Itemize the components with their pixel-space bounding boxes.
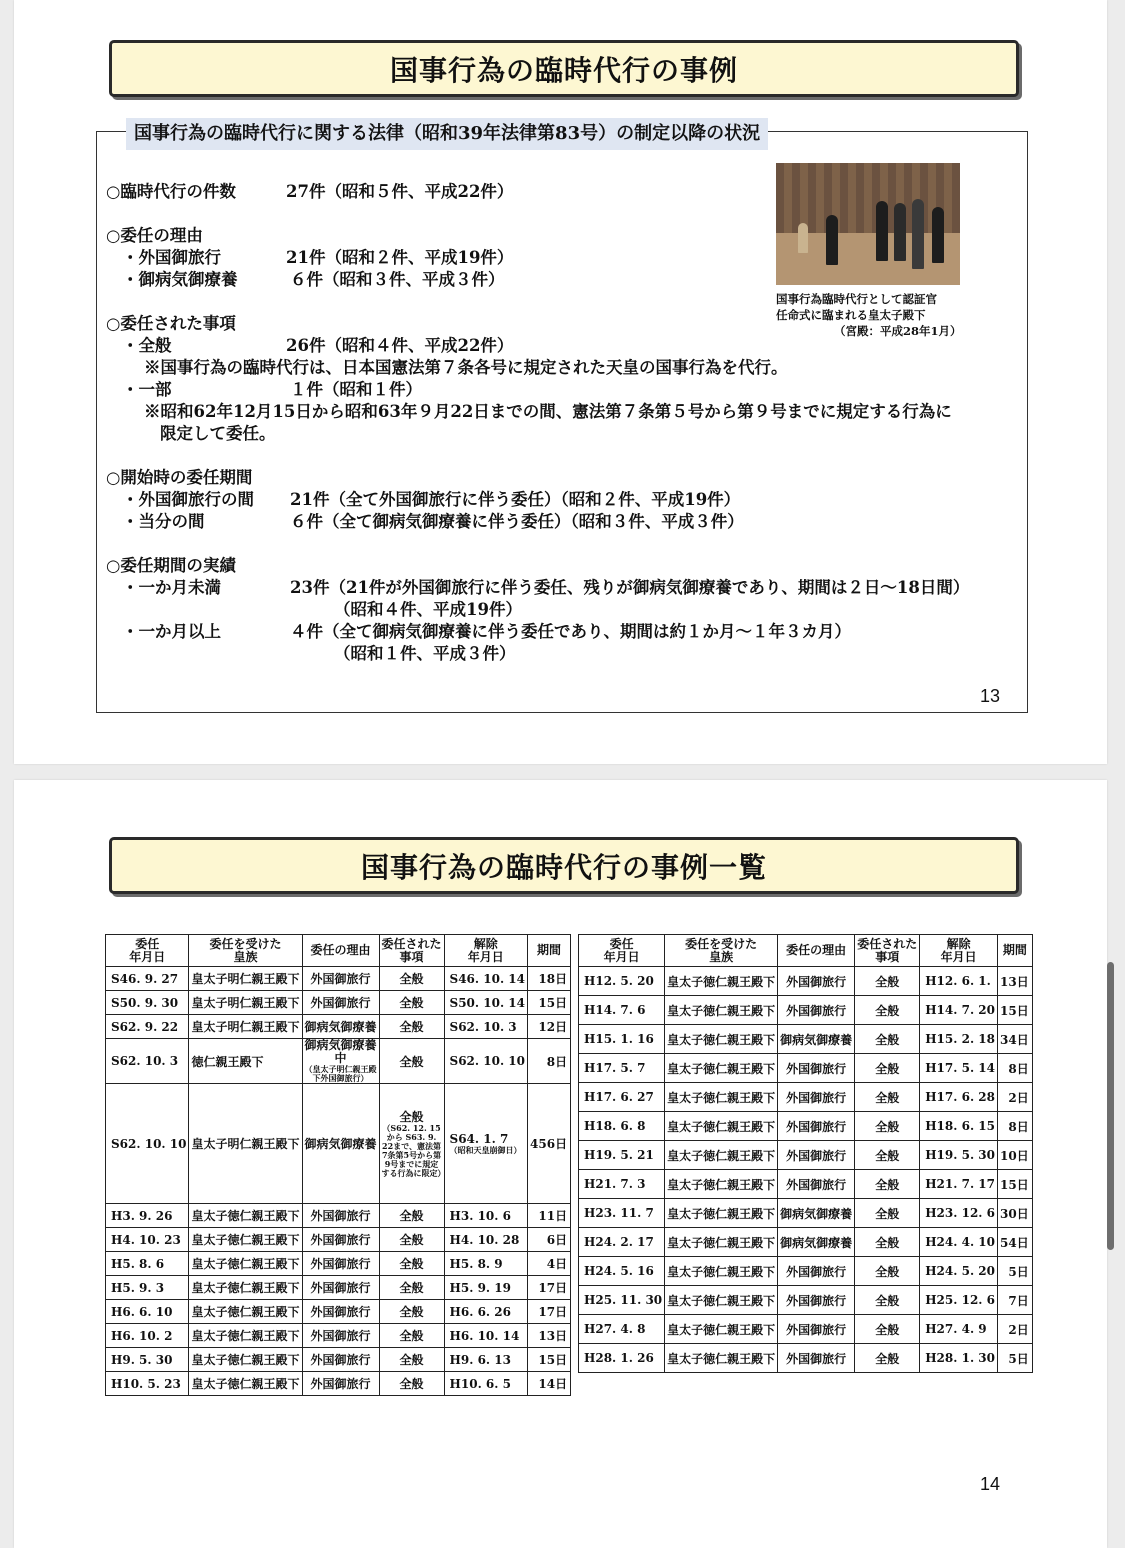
status-label: ○委任された事項 xyxy=(106,314,236,333)
table-row xyxy=(106,1348,571,1372)
duration: 7日 xyxy=(998,1286,1033,1315)
scope: 全般 xyxy=(379,1252,444,1276)
duration: 15日 xyxy=(998,1170,1033,1199)
table-row xyxy=(579,1286,1033,1315)
reason: 御病気御療養 xyxy=(778,1228,855,1257)
royal-member: 皇太子徳仁親王殿下 xyxy=(665,1083,778,1112)
column-header: 委任の理由 xyxy=(778,935,855,967)
status-value: ４件（全て御病気御療養に伴う委任であり、期間は約１か月～１年３カ月） xyxy=(290,622,851,641)
scope: 全般 xyxy=(379,1228,444,1252)
reason: 外国御旅行 xyxy=(778,996,855,1025)
scope: 全般 xyxy=(855,1054,920,1083)
reason: 外国御旅行 xyxy=(778,1083,855,1112)
delegation-date: H9. 5. 30 xyxy=(106,1348,189,1372)
table-row xyxy=(579,1257,1033,1286)
duration: 2日 xyxy=(998,1315,1033,1344)
royal-member: 皇太子徳仁親王殿下 xyxy=(189,1348,302,1372)
end-date: H17. 6. 28 xyxy=(920,1083,998,1112)
royal-member: 皇太子徳仁親王殿下 xyxy=(665,1112,778,1141)
royal-member: 徳仁親王殿下 xyxy=(189,1039,302,1084)
end-date: H21. 7. 17 xyxy=(920,1170,998,1199)
scope: 全般 xyxy=(379,1348,444,1372)
end-date: S50. 10. 14 xyxy=(444,991,527,1015)
royal-member: 皇太子徳仁親王殿下 xyxy=(189,1300,302,1324)
end-date: H27. 4. 9 xyxy=(920,1315,998,1344)
status-label: ○委任の理由 xyxy=(106,226,203,245)
end-date: H4. 10. 28 xyxy=(444,1228,527,1252)
duration: 13日 xyxy=(528,1324,571,1348)
delegation-date: H17. 5. 7 xyxy=(579,1054,665,1083)
royal-member: 皇太子徳仁親王殿下 xyxy=(189,1276,302,1300)
reason: 外国御旅行 xyxy=(778,1112,855,1141)
photo-caption-line: 国事行為臨時代行として認証官 xyxy=(776,292,937,306)
duration: 8日 xyxy=(998,1054,1033,1083)
end-date: H28. 1. 30 xyxy=(920,1344,998,1373)
document-page-14 xyxy=(14,780,1107,1548)
table-row xyxy=(579,967,1033,996)
duration: 10日 xyxy=(998,1141,1033,1170)
reason: 外国御旅行 xyxy=(302,967,379,991)
scope: 全般 xyxy=(855,1344,920,1373)
status-value: ６件（全て御病気御療養に伴う委任）（昭和３件、平成３件） xyxy=(290,512,744,531)
table-row xyxy=(106,1228,571,1252)
status-value: ※昭和62年12月15日から昭和63年９月22日までの間、憲法第７条第５号から第９号までに規定する行為に xyxy=(144,402,952,421)
status-label: ・一か月以上 xyxy=(122,622,221,641)
status-value: （昭和４件、平成19件） xyxy=(334,600,522,619)
status-value: 21件（昭和２件、平成19件） xyxy=(286,248,514,267)
column-header: 委任の理由 xyxy=(302,935,379,967)
delegation-date: H3. 9. 26 xyxy=(106,1204,189,1228)
scope: 全般 xyxy=(855,996,920,1025)
royal-member: 皇太子明仁親王殿下 xyxy=(189,967,302,991)
scope: 全般 xyxy=(379,991,444,1015)
delegation-date: H25. 11. 30 xyxy=(579,1286,665,1315)
royal-member: 皇太子徳仁親王殿下 xyxy=(189,1324,302,1348)
status-value: （昭和１件、平成３件） xyxy=(334,644,516,663)
duration: 8日 xyxy=(998,1112,1033,1141)
scope: 全般 xyxy=(855,1286,920,1315)
royal-member: 皇太子明仁親王殿下 xyxy=(189,1084,302,1204)
status-value: 21件（全て外国御旅行に伴う委任）（昭和２件、平成19件） xyxy=(290,490,741,509)
table-row xyxy=(106,1276,571,1300)
column-header: 委任された 事項 xyxy=(855,935,920,967)
end-date: H15. 2. 18 xyxy=(920,1025,998,1054)
duration: 5日 xyxy=(998,1257,1033,1286)
duration: 30日 xyxy=(998,1199,1033,1228)
end-date: H6. 10. 14 xyxy=(444,1324,527,1348)
column-header: 委任を受けた 皇族 xyxy=(665,935,778,967)
scope: 全般 xyxy=(855,1199,920,1228)
reason: 外国御旅行 xyxy=(302,1300,379,1324)
table-row xyxy=(579,1083,1033,1112)
table-row xyxy=(106,1372,571,1396)
end-date: S62. 10. 3 xyxy=(444,1015,527,1039)
table-row xyxy=(106,1084,571,1204)
status-value: 27件（昭和５件、平成22件） xyxy=(286,182,514,201)
status-label: ○委任期間の実績 xyxy=(106,556,236,575)
delegation-date: S50. 9. 30 xyxy=(106,991,189,1015)
delegation-date: H6. 6. 10 xyxy=(106,1300,189,1324)
table-header-row xyxy=(579,935,1033,967)
duration: 12日 xyxy=(528,1015,571,1039)
scope: 全般 xyxy=(379,1300,444,1324)
end-date: S62. 10. 10 xyxy=(444,1039,527,1084)
status-label: ・当分の間 xyxy=(122,512,205,531)
reason: 御病気御療養 xyxy=(778,1199,855,1228)
table-row xyxy=(579,1112,1033,1141)
table-row xyxy=(106,1015,571,1039)
duration: 4日 xyxy=(528,1252,571,1276)
royal-member: 皇太子徳仁親王殿下 xyxy=(189,1252,302,1276)
reason: 御病気御療養中 （皇太子明仁親王殿下外国御旅行） xyxy=(302,1039,379,1084)
reason: 外国御旅行 xyxy=(778,1286,855,1315)
status-value: 26件（昭和４件、平成22件） xyxy=(286,336,514,355)
status-value: ６件（昭和３件、平成３件） xyxy=(290,270,505,289)
duration: 34日 xyxy=(998,1025,1033,1054)
page-number: 13 xyxy=(980,686,1001,706)
reason: 外国御旅行 xyxy=(302,1324,379,1348)
status-label: ・全般 xyxy=(122,336,172,355)
end-date: H24. 5. 20 xyxy=(920,1257,998,1286)
end-date: H5. 9. 19 xyxy=(444,1276,527,1300)
table-row xyxy=(579,1170,1033,1199)
column-header: 委任を受けた 皇族 xyxy=(189,935,302,967)
scope: 全般 xyxy=(379,1324,444,1348)
column-header: 委任された 事項 xyxy=(379,935,444,967)
end-date: S46. 10. 14 xyxy=(444,967,527,991)
column-header: 委任 年月日 xyxy=(579,935,665,967)
status-value: 23件（21件が外国御旅行に伴う委任、残りが御病気御療養であり、期間は２日～18日間） xyxy=(290,578,970,597)
duration: 54日 xyxy=(998,1228,1033,1257)
delegation-date: H5. 8. 6 xyxy=(106,1252,189,1276)
royal-member: 皇太子徳仁親王殿下 xyxy=(665,1228,778,1257)
royal-member: 皇太子徳仁親王殿下 xyxy=(189,1372,302,1396)
reason: 御病気御療養 xyxy=(302,1084,379,1204)
delegation-date: H14. 7. 6 xyxy=(579,996,665,1025)
cases-table-left xyxy=(105,934,571,1396)
royal-member: 皇太子徳仁親王殿下 xyxy=(665,1344,778,1373)
table-row xyxy=(579,1025,1033,1054)
royal-member: 皇太子徳仁親王殿下 xyxy=(665,967,778,996)
scope: 全般 xyxy=(855,1025,920,1054)
status-label: ・御病気御療養 xyxy=(122,270,238,289)
reason: 外国御旅行 xyxy=(302,1348,379,1372)
scope: 全般 xyxy=(379,1276,444,1300)
delegation-date: H12. 5. 20 xyxy=(579,967,665,996)
delegation-date: S62. 10. 10 xyxy=(106,1084,189,1204)
column-header: 委任 年月日 xyxy=(106,935,189,967)
delegation-date: H6. 10. 2 xyxy=(106,1324,189,1348)
royal-member: 皇太子徳仁親王殿下 xyxy=(665,1054,778,1083)
reason: 外国御旅行 xyxy=(778,1170,855,1199)
reason: 外国御旅行 xyxy=(302,991,379,1015)
cases-table-right xyxy=(578,934,1033,1373)
table-row xyxy=(106,991,571,1015)
delegation-date: S46. 9. 27 xyxy=(106,967,189,991)
delegation-date: H17. 6. 27 xyxy=(579,1083,665,1112)
delegation-date: H27. 4. 8 xyxy=(579,1315,665,1344)
photo-caption-line: 任命式に臨まれる皇太子殿下 xyxy=(776,308,926,322)
page-title: 国事行為の臨時代行の事例一覧 xyxy=(109,837,1019,894)
reason: 御病気御療養 xyxy=(302,1015,379,1039)
duration: 18日 xyxy=(528,967,571,991)
duration: 8日 xyxy=(528,1039,571,1084)
duration: 15日 xyxy=(528,991,571,1015)
reason: 外国御旅行 xyxy=(302,1252,379,1276)
table-row xyxy=(106,967,571,991)
royal-member: 皇太子徳仁親王殿下 xyxy=(665,1257,778,1286)
ceremony-photo xyxy=(776,163,960,285)
scope: 全般 xyxy=(379,1204,444,1228)
end-date: H9. 6. 13 xyxy=(444,1348,527,1372)
end-date: H17. 5. 14 xyxy=(920,1054,998,1083)
scrollbar-thumb[interactable] xyxy=(1107,962,1114,1250)
duration: 6日 xyxy=(528,1228,571,1252)
duration: 456日 xyxy=(528,1084,571,1204)
status-label: ・一か月未満 xyxy=(122,578,221,597)
table-row xyxy=(106,1300,571,1324)
royal-member: 皇太子徳仁親王殿下 xyxy=(665,996,778,1025)
scope: 全般 xyxy=(379,967,444,991)
table-row xyxy=(579,1315,1033,1344)
scope: 全般 xyxy=(379,1372,444,1396)
table-row xyxy=(106,1204,571,1228)
duration: 14日 xyxy=(528,1372,571,1396)
delegation-date: H24. 5. 16 xyxy=(579,1257,665,1286)
scope: 全般 （S62. 12. 15から S63. 9. 22まで、憲法第7条第5号から第9号までに規定する行為に限定） xyxy=(379,1084,444,1204)
royal-member: 皇太子徳仁親王殿下 xyxy=(665,1141,778,1170)
column-header: 期間 xyxy=(528,935,571,967)
delegation-date: H24. 2. 17 xyxy=(579,1228,665,1257)
reason: 外国御旅行 xyxy=(302,1228,379,1252)
column-header: 解除 年月日 xyxy=(920,935,998,967)
page-number: 14 xyxy=(980,1474,1001,1494)
end-date: H18. 6. 15 xyxy=(920,1112,998,1141)
table-row xyxy=(579,1199,1033,1228)
table-row xyxy=(106,1324,571,1348)
duration: 5日 xyxy=(998,1344,1033,1373)
status-label: ○臨時代行の件数 xyxy=(106,182,236,201)
column-header: 期間 xyxy=(998,935,1033,967)
status-label: ・外国御旅行の間 xyxy=(122,490,254,509)
royal-member: 皇太子徳仁親王殿下 xyxy=(665,1315,778,1344)
delegation-date: S62. 10. 3 xyxy=(106,1039,189,1084)
royal-member: 皇太子徳仁親王殿下 xyxy=(189,1228,302,1252)
reason: 外国御旅行 xyxy=(778,1054,855,1083)
reason: 外国御旅行 xyxy=(778,1257,855,1286)
delegation-date: H15. 1. 16 xyxy=(579,1025,665,1054)
delegation-date: H23. 11. 7 xyxy=(579,1199,665,1228)
scope: 全般 xyxy=(855,1141,920,1170)
end-date: H19. 5. 30 xyxy=(920,1141,998,1170)
duration: 17日 xyxy=(528,1276,571,1300)
duration: 17日 xyxy=(528,1300,571,1324)
table-row xyxy=(579,1344,1033,1373)
scope: 全般 xyxy=(855,1228,920,1257)
reason: 外国御旅行 xyxy=(778,1141,855,1170)
delegation-date: H19. 5. 21 xyxy=(579,1141,665,1170)
end-date: H10. 6. 5 xyxy=(444,1372,527,1396)
duration: 15日 xyxy=(998,996,1033,1025)
end-date: H23. 12. 6 xyxy=(920,1199,998,1228)
delegation-date: H28. 1. 26 xyxy=(579,1344,665,1373)
scope: 全般 xyxy=(379,1015,444,1039)
duration: 2日 xyxy=(998,1083,1033,1112)
royal-member: 皇太子徳仁親王殿下 xyxy=(665,1170,778,1199)
scope: 全般 xyxy=(855,1083,920,1112)
end-date: H24. 4. 10 xyxy=(920,1228,998,1257)
duration: 11日 xyxy=(528,1204,571,1228)
photo-caption-line: （宮殿：平成28年1月） xyxy=(834,324,962,338)
royal-member: 皇太子徳仁親王殿下 xyxy=(189,1204,302,1228)
end-date-note: （昭和天皇崩御日） xyxy=(449,1145,522,1155)
table-row xyxy=(579,996,1033,1025)
end-date: H14. 7. 20 xyxy=(920,996,998,1025)
scope: 全般 xyxy=(379,1039,444,1084)
duration: 13日 xyxy=(998,967,1033,996)
delegation-date: H21. 7. 3 xyxy=(579,1170,665,1199)
end-date: H25. 12. 6 xyxy=(920,1286,998,1315)
document-page-13 xyxy=(14,0,1107,764)
reason: 外国御旅行 xyxy=(302,1204,379,1228)
reason: 御病気御療養 xyxy=(778,1025,855,1054)
page-title: 国事行為の臨時代行の事例 xyxy=(109,40,1019,97)
royal-member: 皇太子明仁親王殿下 xyxy=(189,1015,302,1039)
scope: 全般 xyxy=(855,967,920,996)
delegation-date: H5. 9. 3 xyxy=(106,1276,189,1300)
status-label: ・一部 xyxy=(122,380,172,399)
royal-member: 皇太子徳仁親王殿下 xyxy=(665,1286,778,1315)
status-value: ※国事行為の臨時代行は、日本国憲法第７条各号に規定された天皇の国事行為を代行。 xyxy=(144,358,788,377)
reason: 外国御旅行 xyxy=(778,1315,855,1344)
end-date: S64. 1. 7 （昭和天皇崩御日） xyxy=(444,1084,527,1204)
scope: 全般 xyxy=(855,1112,920,1141)
end-date: H5. 8. 9 xyxy=(444,1252,527,1276)
delegation-date: H4. 10. 23 xyxy=(106,1228,189,1252)
status-label: ○開始時の委任期間 xyxy=(106,468,253,487)
table-header-row xyxy=(106,935,571,967)
delegation-date: H18. 6. 8 xyxy=(579,1112,665,1141)
end-date: H6. 6. 26 xyxy=(444,1300,527,1324)
section-heading: 国事行為の臨時代行に関する法律（昭和39年法律第83号）の制定以降の状況 xyxy=(126,118,768,150)
royal-member: 皇太子明仁親王殿下 xyxy=(189,991,302,1015)
scope: 全般 xyxy=(855,1257,920,1286)
status-value: １件（昭和１件） xyxy=(290,380,422,399)
status-value: 限定して委任。 xyxy=(160,424,276,443)
scope: 全般 xyxy=(855,1170,920,1199)
royal-member: 皇太子徳仁親王殿下 xyxy=(665,1025,778,1054)
reason: 外国御旅行 xyxy=(302,1276,379,1300)
reason: 外国御旅行 xyxy=(778,967,855,996)
end-date: H12. 6. 1. xyxy=(920,967,998,996)
table-row xyxy=(579,1228,1033,1257)
delegation-date: S62. 9. 22 xyxy=(106,1015,189,1039)
reason: 外国御旅行 xyxy=(302,1372,379,1396)
status-label: ・外国御旅行 xyxy=(122,248,221,267)
end-date: H3. 10. 6 xyxy=(444,1204,527,1228)
column-header: 解除 年月日 xyxy=(444,935,527,967)
table-row xyxy=(106,1252,571,1276)
delegation-date: H10. 5. 23 xyxy=(106,1372,189,1396)
reason: 外国御旅行 xyxy=(778,1344,855,1373)
duration: 15日 xyxy=(528,1348,571,1372)
scope: 全般 xyxy=(855,1315,920,1344)
table-row xyxy=(579,1054,1033,1083)
table-row xyxy=(579,1141,1033,1170)
table-row xyxy=(106,1039,571,1084)
royal-member: 皇太子徳仁親王殿下 xyxy=(665,1199,778,1228)
reason-note: （皇太子明仁親王殿下外国御旅行） xyxy=(304,1064,377,1083)
scope-note: （S62. 12. 15から S63. 9. 22まで、憲法第7条第5号から第9号までに規定する行為に限定） xyxy=(381,1122,446,1178)
